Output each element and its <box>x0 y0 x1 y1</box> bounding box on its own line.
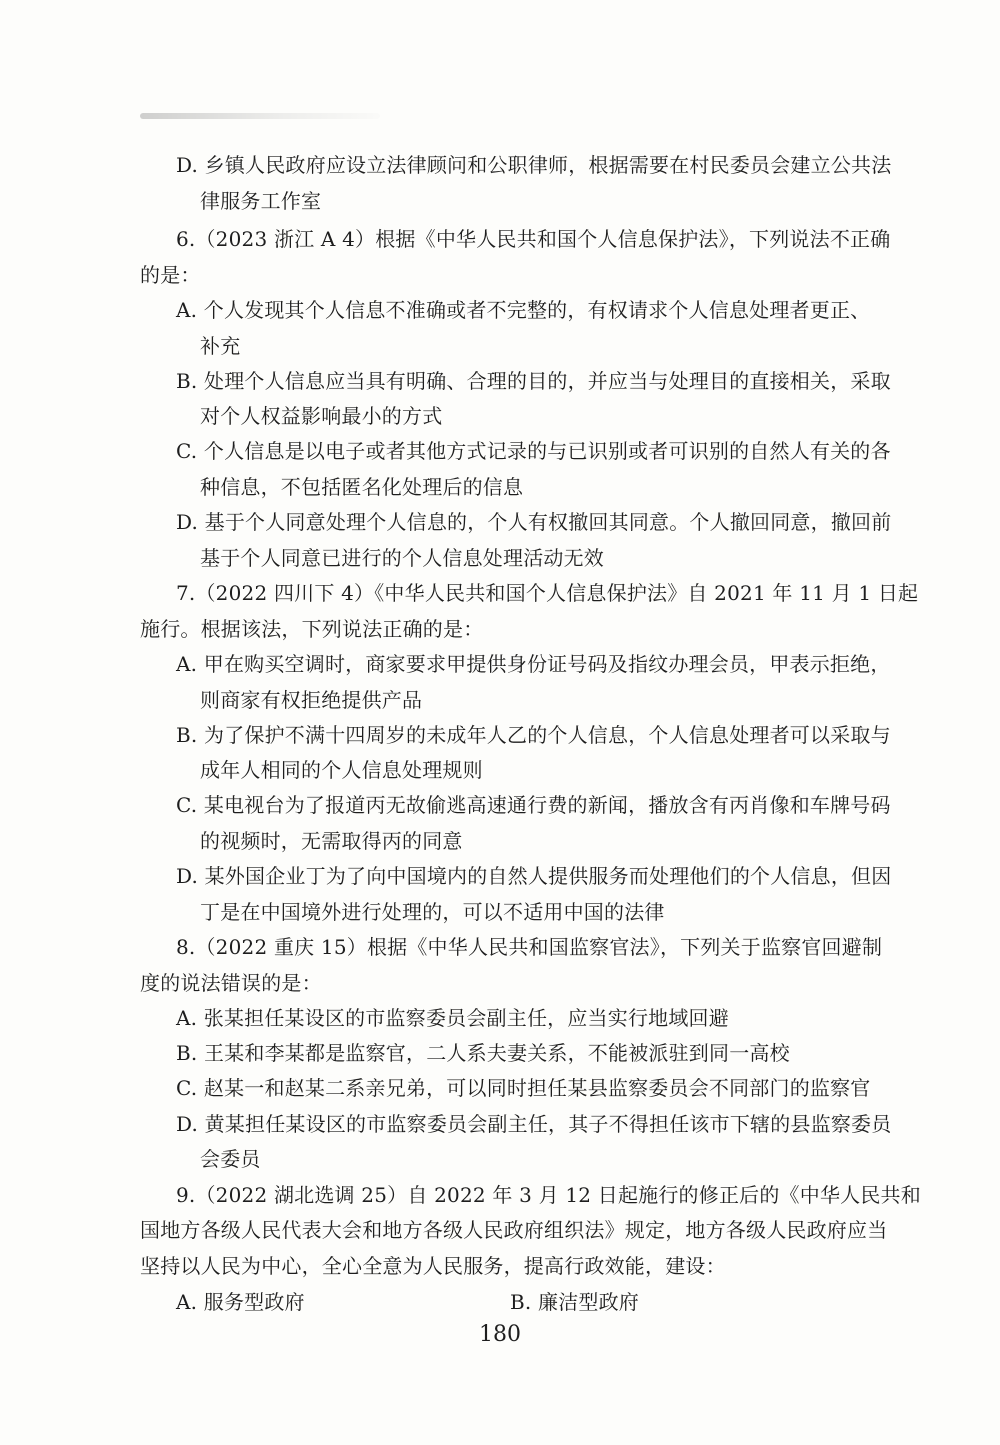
q6-option-b: B. 处理个人信息应当具有明确、合理的目的，并应当与处理目的直接相关，采取 <box>176 369 891 393</box>
q7-stem: 7.（2022 四川下 4）《中华人民共和国个人信息保护法》自 2021 年 11 月 1 日起 <box>176 581 919 605</box>
q5-option-d-cont: 律服务工作室 <box>200 189 322 213</box>
q6-option-d-cont: 基于个人同意已进行的个人信息处理活动无效 <box>200 546 604 570</box>
q8-option-a: A. 张某担任某设区的市监察委员会副主任，应当实行地域回避 <box>176 1006 729 1030</box>
q9-option-b: B. 廉洁型政府 <box>510 1290 640 1314</box>
q7-option-d-cont: 丁是在中国境外进行处理的，可以不适用中国的法律 <box>200 900 665 924</box>
q6-option-d: D. 基于个人同意处理个人信息的，个人有权撤回其同意。个人撤回同意，撤回前 <box>176 510 892 534</box>
q6-stem: 6.（2023 浙江 A 4）根据《中华人民共和国个人信息保护法》，下列说法不正确 <box>176 227 891 251</box>
q6-option-c: C. 个人信息是以电子或者其他方式记录的与已识别或者可识别的自然人有关的各 <box>176 439 891 463</box>
q8-option-c: C. 赵某一和赵某二系亲兄弟，可以同时担任某县监察委员会不同部门的监察官 <box>176 1076 871 1100</box>
q7-option-c-cont: 的视频时，无需取得丙的同意 <box>200 829 463 853</box>
q6-stem-cont: 的是： <box>140 263 201 287</box>
q9-stem: 9.（2022 湖北选调 25）自 2022 年 3 月 12 日起施行的修正后的《中华人民共和 <box>176 1183 921 1207</box>
q6-option-c-cont: 种信息，不包括匿名化处理后的信息 <box>200 475 524 499</box>
q9-option-a: A. 服务型政府 <box>176 1290 305 1314</box>
q7-option-d: D. 某外国企业丁为了向中国境内的自然人提供服务而处理他们的个人信息，但因 <box>176 864 892 888</box>
q7-stem-cont: 施行。根据该法，下列说法正确的是： <box>140 617 484 641</box>
q6-option-a-cont: 补充 <box>200 334 241 358</box>
q9-stem-cont-2: 坚持以人民为中心，全心全意为人民服务，提高行政效能，建设： <box>140 1254 726 1278</box>
q8-stem-cont: 度的说法错误的是： <box>140 971 322 995</box>
page-number: 180 <box>479 1322 521 1347</box>
q7-option-b-cont: 成年人相同的个人信息处理规则 <box>200 758 483 782</box>
q8-stem: 8.（2022 重庆 15）根据《中华人民共和国监察官法》，下列关于监察官回避制 <box>176 935 883 959</box>
q7-option-a-cont: 则商家有权拒绝提供产品 <box>200 688 423 712</box>
q9-stem-cont-1: 国地方各级人民代表大会和地方各级人民政府组织法》规定，地方各级人民政府应当 <box>140 1218 888 1242</box>
q6-option-b-cont: 对个人权益影响最小的方式 <box>200 404 443 428</box>
q8-option-b: B. 王某和李某都是监察官，二人系夫妻关系，不能被派驻到同一高校 <box>176 1041 790 1065</box>
q5-option-d: D. 乡镇人民政府应设立法律顾问和公职律师，根据需要在村民委员会建立公共法 <box>176 153 892 177</box>
q7-option-c: C. 某电视台为了报道丙无故偷逃高速通行费的新闻，播放含有丙肖像和车牌号码 <box>176 793 891 817</box>
scan-artifact <box>140 113 380 119</box>
q8-option-d-cont: 会委员 <box>200 1147 261 1171</box>
q7-option-b: B. 为了保护不满十四周岁的未成年人乙的个人信息，个人信息处理者可以采取与 <box>176 723 891 747</box>
q7-option-a: A. 甲在购买空调时，商家要求甲提供身份证号码及指纹办理会员，甲表示拒绝， <box>176 652 891 676</box>
q8-option-d: D. 黄某担任某设区的市监察委员会副主任，其子不得担任该市下辖的县监察委员 <box>176 1112 892 1136</box>
q6-option-a: A. 个人发现其个人信息不准确或者不完整的，有权请求个人信息处理者更正、 <box>176 298 871 322</box>
